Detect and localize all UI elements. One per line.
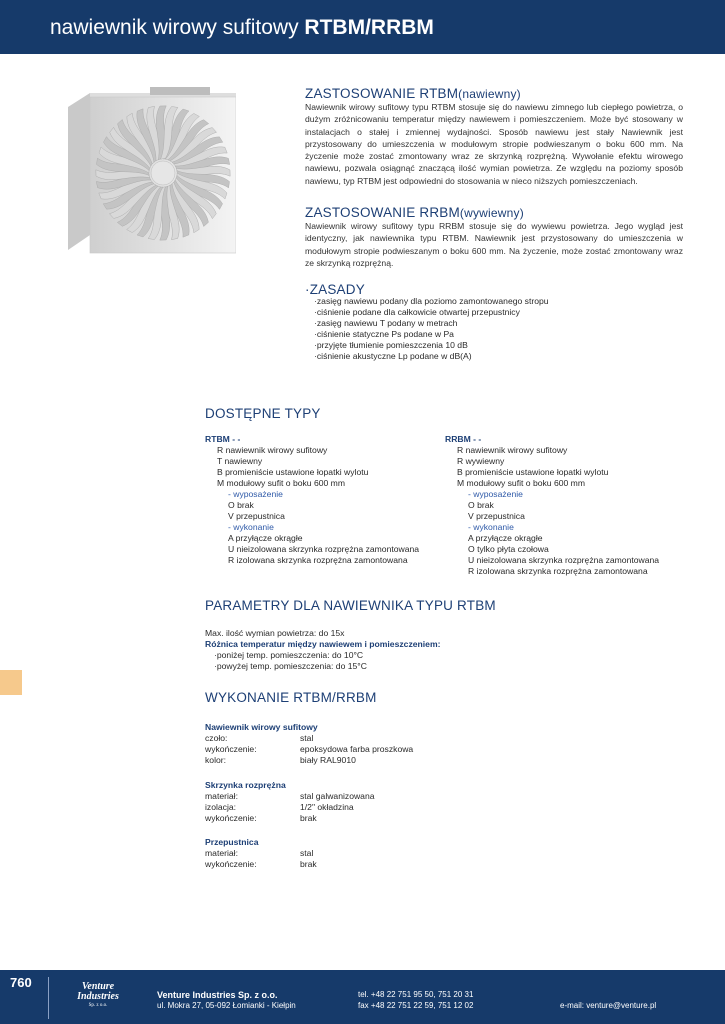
- list-item: ·przyjęte tłumienie pomieszczenia 10 dB: [314, 340, 468, 350]
- list-item: R nawiewnik wirowy sufitowy: [457, 445, 568, 455]
- spec-key: wykończenie:: [205, 813, 257, 823]
- params-block: [205, 628, 440, 672]
- email-link[interactable]: e-mail: venture@venture.pl: [560, 1001, 657, 1010]
- spec-value: stal galwanizowana: [300, 791, 375, 801]
- exec-label: - wykonanie: [228, 522, 274, 532]
- zasady-heading: ·ZASADY: [305, 282, 365, 297]
- list-item: U nieizolowana skrzynka rozprężna zamontowana: [228, 544, 420, 554]
- list-item: A przyłącze okrągłe: [468, 533, 543, 543]
- list-item: V przepustnica: [468, 511, 525, 521]
- list-item: U nieizolowana skrzynka rozprężna zamontowana: [468, 555, 660, 565]
- types-heading: DOSTĘPNE TYPY: [205, 406, 321, 421]
- wykonanie-heading: WYKONANIE RTBM/RRBM: [205, 690, 377, 705]
- spec-value: brak: [300, 813, 317, 823]
- rtbm-use-heading: ZASTOSOWANIE RTBM(nawiewny): [305, 86, 521, 101]
- zasady-list: [314, 296, 549, 362]
- params-heading: PARAMETRY DLA NAWIEWNIKA TYPU RTBM: [205, 598, 496, 613]
- rtbm-code-block: [205, 434, 419, 566]
- spec-key: wykończenie:: [205, 859, 257, 869]
- company-logo: Venture Industries Sp. z o.o.: [77, 981, 119, 1008]
- list-item: O tylko płyta czołowa: [468, 544, 549, 554]
- spec-key: izolacja:: [205, 802, 237, 812]
- page-title: nawiewnik wirowy sufitowy RTBM/RRBM: [50, 16, 434, 39]
- equip-label: - wyposażenie: [468, 489, 523, 499]
- temp-below: ·poniżej temp. pomieszczenia: do 10°C: [214, 650, 364, 660]
- exec-label: - wykonanie: [468, 522, 514, 532]
- list-item: O brak: [228, 500, 254, 510]
- diffuser-product-image: [60, 85, 236, 255]
- list-item: V przepustnica: [228, 511, 285, 521]
- rrbm-code-title: RRBM - -: [445, 434, 482, 444]
- list-item: ·zasięg nawiewu podany dla poziomo zamontowanego stropu: [314, 296, 549, 306]
- company-address: ul. Mokra 27, 05-092 Łomianki - Kiełpin: [157, 1001, 296, 1010]
- spec-key: materiał:: [205, 791, 238, 801]
- spec-key: kolor:: [205, 755, 227, 765]
- list-item: T nawiewny: [217, 456, 263, 466]
- page-number: 760: [10, 975, 32, 990]
- company-tel: tel. +48 22 751 95 50, 751 20 31: [358, 990, 474, 999]
- spec-value: brak: [300, 859, 317, 869]
- list-item: B promieniście ustawione łopatki wylotu: [457, 467, 609, 477]
- section-tab-marker: [0, 670, 22, 695]
- group-title: Skrzynka rozprężna: [205, 780, 286, 790]
- list-item: R wywiewny: [457, 456, 505, 466]
- list-item: A przyłącze okrągłe: [228, 533, 303, 543]
- spec-value: stal: [300, 733, 314, 743]
- rrbm-code-block: [445, 434, 659, 577]
- list-item: ·ciśnienie podane dla całkowicie otwartej przepustnicy: [314, 307, 520, 317]
- footer-divider: [48, 977, 49, 1019]
- list-item: R nawiewnik wirowy sufitowy: [217, 445, 328, 455]
- list-item: M modułowy sufit o boku 600 mm: [217, 478, 346, 488]
- temp-above: ·powyżej temp. pomieszczenia: do 15°C: [214, 661, 367, 671]
- group-title: Nawiewnik wirowy sufitowy: [205, 722, 318, 732]
- equip-label: - wyposażenie: [228, 489, 283, 499]
- temp-diff-label: Różnica temperatur między nawiewem i pomieszczeniem:: [205, 639, 441, 649]
- list-item: ·ciśnienie statyczne Ps podane w Pa: [314, 329, 454, 339]
- list-item: R izolowana skrzynka rozprężna zamontowana: [468, 566, 648, 576]
- spec-value: biały RAL9010: [300, 755, 356, 765]
- list-item: B promieniście ustawione łopatki wylotu: [217, 467, 369, 477]
- rrbm-use-heading: ZASTOSOWANIE RRBM(wywiewny): [305, 205, 524, 220]
- spec-key: wykończenie:: [205, 744, 257, 754]
- list-item: ·ciśnienie akustyczne Lp podane w dB(A): [314, 351, 472, 361]
- spec-value: 1/2" okładzina: [300, 802, 354, 812]
- rrbm-use-text: Nawiewnik wirowy sufitowy typu RRBM stosuje się do wywiewu powietrza. Jego wygląd jest identyczny, jak nawiewnika typu RTBM. Nawiewnik jest przystosowany do umieszczenia w modułowym stropie podwieszanym o boku 600 mm. Na życzenie, może zostać zmontowany wraz ze skrzynką rozprężną.: [305, 221, 683, 268]
- spec-key: czoło:: [205, 733, 228, 743]
- max-exchange: Max. ilość wymian powietrza: do 15x: [205, 628, 345, 638]
- list-item: R izolowana skrzynka rozprężna zamontowana: [228, 555, 408, 565]
- spec-key: materiał:: [205, 848, 238, 858]
- rtbm-code-title: RTBM - -: [205, 434, 241, 444]
- company-fax: fax +48 22 751 22 59, 751 12 02: [358, 1001, 474, 1010]
- list-item: ·zasięg nawiewu T podany w metrach: [314, 318, 458, 328]
- company-name: Venture Industries Sp. z o.o.: [157, 990, 278, 1000]
- list-item: O brak: [468, 500, 494, 510]
- spec-value: stal: [300, 848, 314, 858]
- group-title: Przepustnica: [205, 837, 259, 847]
- rtbm-use-text: Nawiewnik wirowy sufitowy typu RTBM stosuje się do nawiewu zimnego lub ciepłego powietrza, o dużym zróżnicowaniu temperatur między nawiewem i pomieszczeniem. Może być stosowany w instalacjach o stałej i zmiennej wydajności. Sposób nawiewu jest stały Nawiewnik jest przystosowany do umieszczenia w modułowym stropie podwieszanym o boku 600 mm. Na życzenie może zostać zmontowany wraz ze skrzynką rozprężną. Wywołanie efektu wirowego nawiewu, pozwala osiągnąć znaczącą ilość wymian powietrza. Ze względu na poziomy sposób nawiewu, typ RTBM jest odpowiedni do stosowania w nieco niższych pomieszczeniach.: [305, 102, 683, 186]
- list-item: M modułowy sufit o boku 600 mm: [457, 478, 586, 488]
- spec-value: epoksydowa farba proszkowa: [300, 744, 414, 754]
